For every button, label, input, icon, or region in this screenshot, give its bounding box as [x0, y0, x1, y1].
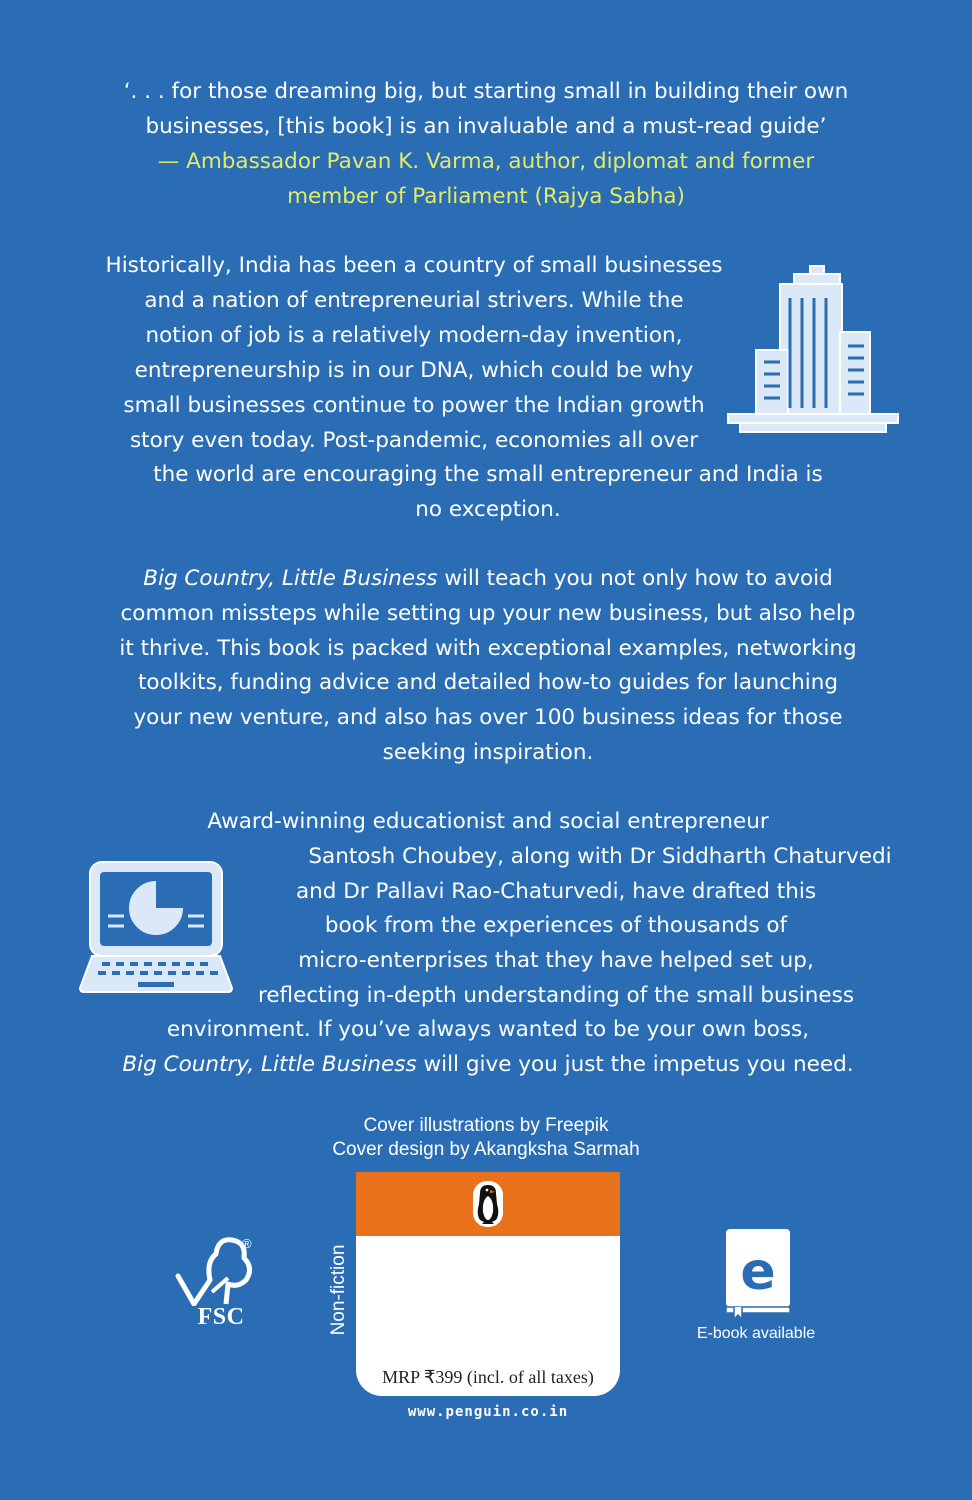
credit-design: Cover design by Akangksha Sarmah: [332, 1139, 640, 1160]
publisher-band: [356, 1172, 620, 1236]
paragraph-line: it thrive. This book is packed with exceptional examples, networking: [119, 636, 857, 661]
fsc-label: FSC: [197, 1304, 245, 1330]
paragraph-line: micro-enterprises that they have helped set up,: [298, 948, 814, 973]
laptop-chart-icon: [78, 858, 234, 994]
ebook-label: E-book available: [696, 1325, 816, 1342]
paragraph-line: common missteps while setting up your new business, but also help: [120, 601, 856, 626]
quote-attribution: member of Parliament (Rajya Sabha): [287, 184, 685, 209]
registered-mark: ®: [242, 1236, 252, 1251]
paragraph-line: Santosh Choubey, along with Dr Siddharth Chaturvedi: [308, 844, 892, 869]
price-text: MRP ₹399 (incl. of all taxes): [382, 1367, 594, 1387]
paragraph-line: no exception.: [415, 497, 561, 522]
paragraph-line: Historically, India has been a country of small businesses: [105, 253, 723, 278]
paragraph-line: and a nation of entrepreneurial strivers. While the: [144, 288, 684, 313]
paragraph-line: and Dr Pallavi Rao-Chaturvedi, have drafted this: [295, 879, 817, 904]
paragraph-line: entrepreneurship is in our DNA, which could be why: [134, 358, 694, 383]
penguin-logo-icon: [472, 1180, 504, 1228]
ebook-letter: e: [740, 1242, 776, 1302]
ebook-icon: [724, 1227, 792, 1319]
paragraph-line: your new venture, and also has over 100 business ideas for those: [133, 705, 843, 730]
paragraph-line: story even today. Post-pandemic, economies all over: [129, 428, 699, 453]
price-label-box: [356, 1172, 620, 1396]
paragraph-line: Big Country, Little Business will give you just the impetus you need.: [122, 1052, 854, 1077]
paragraph-line: small businesses continue to power the Indian growth: [123, 393, 705, 418]
quote-line: ‘. . . for those dreaming big, but starting small in building their own: [123, 79, 849, 104]
paragraph-line: notion of job is a relatively modern-day invention,: [145, 323, 683, 348]
paragraph-line: Award-winning educationist and social entrepreneur: [207, 809, 769, 834]
paragraph-line: environment. If you’ve always wanted to be your own boss,: [166, 1017, 810, 1042]
quote-attribution: — Ambassador Pavan K. Varma, author, diplomat and former: [157, 149, 815, 174]
book-title: Big Country, Little Business: [122, 1052, 417, 1077]
paragraph-line: seeking inspiration.: [382, 740, 594, 765]
paragraph-line: reflecting in-depth understanding of the small business: [257, 983, 855, 1008]
credit-illustrations: Cover illustrations by Freepik: [363, 1115, 609, 1136]
building-icon: [726, 262, 901, 436]
category-label: Non-fiction: [328, 1244, 349, 1336]
paragraph-line: book from the experiences of thousands of: [324, 913, 788, 938]
publisher-website: www.penguin.co.in: [407, 1404, 569, 1420]
book-title: Big Country, Little Business: [143, 566, 438, 591]
paragraph-line: toolkits, funding advice and detailed how-to guides for launching: [138, 670, 838, 695]
quote-line: businesses, [this book] is an invaluable and a must-read guide’: [145, 114, 827, 139]
paragraph-line: the world are encouraging the small entrepreneur and India is: [153, 462, 823, 487]
paragraph-line: Big Country, Little Business will teach you not only how to avoid: [143, 566, 833, 591]
